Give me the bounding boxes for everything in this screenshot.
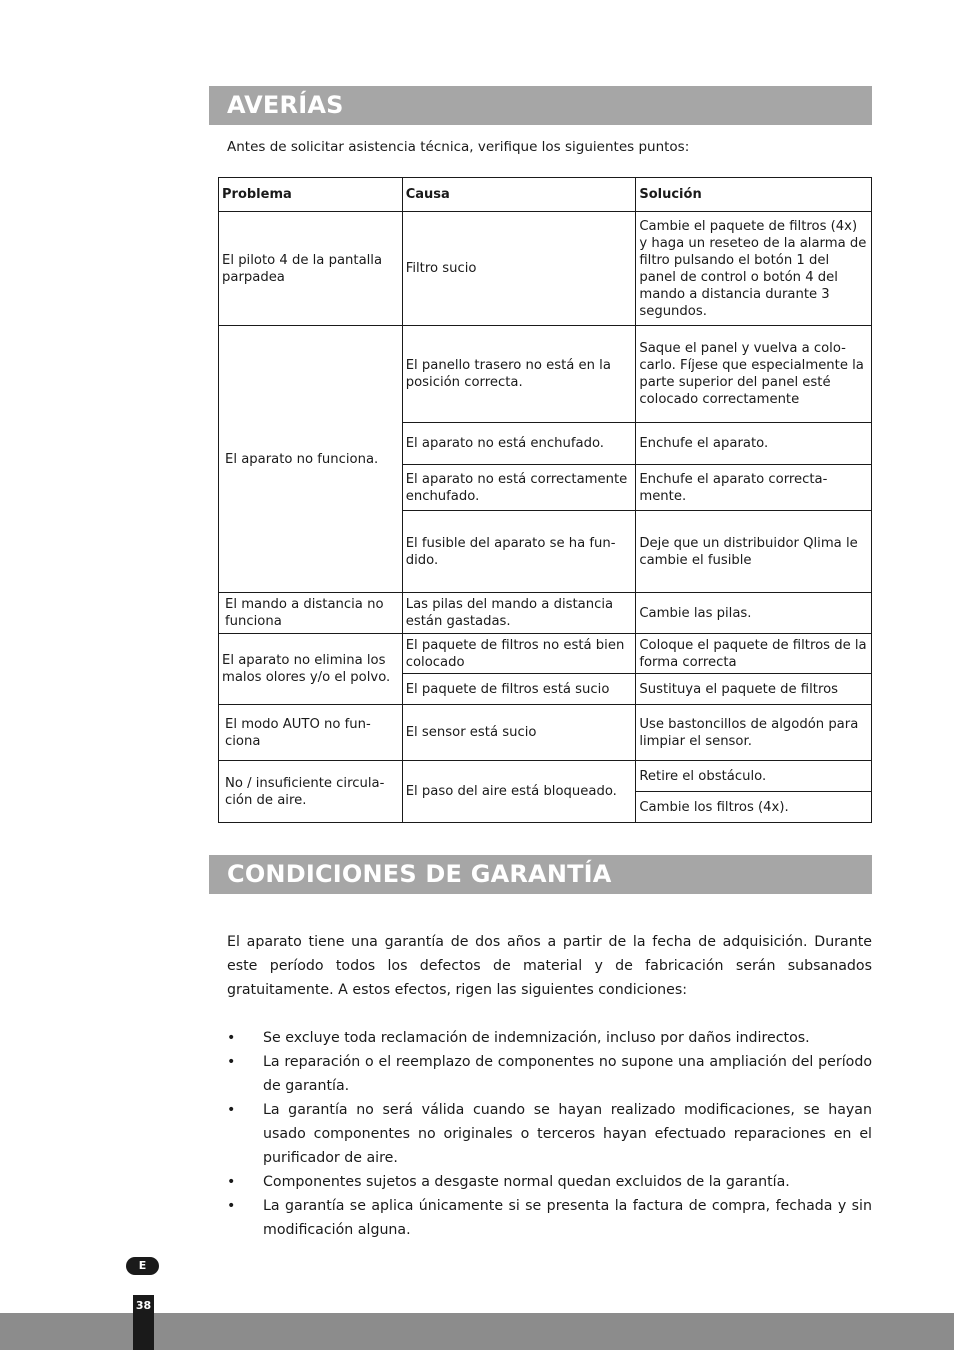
language-badge: E (126, 1257, 159, 1275)
header-cause: Causa (402, 178, 636, 212)
solution-cell: Sustituya el paquete de filtros (636, 674, 872, 705)
header-solution: Solución (636, 178, 872, 212)
table-row (219, 705, 872, 761)
table-row (219, 212, 872, 326)
problem-cell: El aparato no funciona. (219, 326, 403, 593)
header-problem: Problema (219, 178, 403, 212)
problem-cell: El aparato no elimina los malos olores y/o el polvo. (219, 634, 403, 705)
cause-cell: Las pilas del mando a distancia están gastadas. (402, 593, 636, 634)
list-item (227, 1170, 872, 1194)
warranty-section (227, 930, 872, 1242)
bullet: • (227, 1198, 236, 1214)
troubleshooting-table (218, 177, 872, 823)
condition-text: La garantía no será válida cuando se hayan realizado modificaciones, se hayan usado componentes no originales o terceros hayan efectuado reparaciones en el purificador de aire. (263, 1102, 872, 1166)
cause-cell: El paso del aire está bloqueado. (402, 761, 636, 823)
solution-cell: Use bastoncillos de algodón para limpiar el sensor. (636, 705, 872, 761)
condition-text: Se excluye toda reclamación de indemnización, incluso por daños indirectos. (263, 1030, 810, 1046)
bullet: • (227, 1030, 236, 1046)
solution-cell: Cambie los filtros (4x). (636, 792, 872, 823)
averias-header (209, 86, 872, 125)
cause-cell: Filtro sucio (402, 212, 636, 326)
garantia-header (209, 855, 872, 894)
averias-intro: Antes de solicitar asistencia técnica, verifique los siguientes puntos: (227, 139, 690, 155)
table-header-row (219, 178, 872, 212)
solution-cell: Enchufe el aparato correcta-mente. (636, 465, 872, 511)
garantia-title: CONDICIONES DE GARANTÍA (227, 860, 612, 888)
warranty-intro: El aparato tiene una garantía de dos años a partir de la fecha de adquisición. Durante este período todos los defectos de material y de fabricación serán subsanados gratuitamente. A estos efectos, rigen las siguientes condiciones: (227, 934, 872, 998)
cause-cell: El paquete de filtros no está bien colocado (402, 634, 636, 674)
cause-cell: El aparato no está correctamente enchufado. (402, 465, 636, 511)
solution-cell: Saque el panel y vuelva a colo-carlo. Fíjese que especialmente la parte superior del panel esté colocado correctamente (636, 326, 872, 423)
cause-cell: El aparato no está enchufado. (402, 423, 636, 465)
solution-cell: Coloque el paquete de filtros de la forma correcta (636, 634, 872, 674)
cause-cell: El paquete de filtros está sucio (402, 674, 636, 705)
cause-cell: El panello trasero no está en la posición correcta. (402, 326, 636, 423)
cause-cell: El sensor está sucio (402, 705, 636, 761)
problem-cell: El mando a distancia no funciona (219, 593, 403, 634)
problem-cell: El piloto 4 de la pantalla parpadea (219, 212, 403, 326)
table-row (219, 761, 872, 792)
averias-title: AVERÍAS (227, 91, 344, 119)
problem-cell: El modo AUTO no fun-ciona (219, 705, 403, 761)
list-item (227, 1050, 872, 1098)
warranty-conditions-list (227, 1026, 872, 1242)
condition-text: La reparación o el reemplazo de componentes no supone una ampliación del período de garantía. (263, 1054, 872, 1094)
condition-text: Componentes sujetos a desgaste normal quedan excluidos de la garantía. (263, 1174, 790, 1190)
bullet: • (227, 1054, 236, 1070)
cause-cell: El fusible del aparato se ha fun-dido. (402, 511, 636, 593)
page-number: 38 (133, 1295, 154, 1350)
solution-cell: Cambie las pilas. (636, 593, 872, 634)
bullet: • (227, 1102, 236, 1118)
table-row (219, 634, 872, 674)
condition-text: La garantía se aplica únicamente si se presenta la factura de compra, fechada y sin modificación alguna. (263, 1198, 872, 1238)
list-item (227, 1098, 872, 1170)
table-row (219, 593, 872, 634)
solution-cell: Retire el obstáculo. (636, 761, 872, 792)
list-item (227, 1026, 872, 1050)
list-item (227, 1194, 872, 1242)
bullet: • (227, 1174, 236, 1190)
problem-cell: No / insuficiente circula-ción de aire. (219, 761, 403, 823)
solution-cell: Deje que un distribuidor Qlima le cambie el fusible (636, 511, 872, 593)
solution-cell: Cambie el paquete de filtros (4x) y haga un reseteo de la alarma de filtro pulsando el botón 1 del panel de control o botón 4 del mando a distancia durante 3 segundos. (636, 212, 872, 326)
table-row (219, 326, 872, 423)
solution-cell: Enchufe el aparato. (636, 423, 872, 465)
